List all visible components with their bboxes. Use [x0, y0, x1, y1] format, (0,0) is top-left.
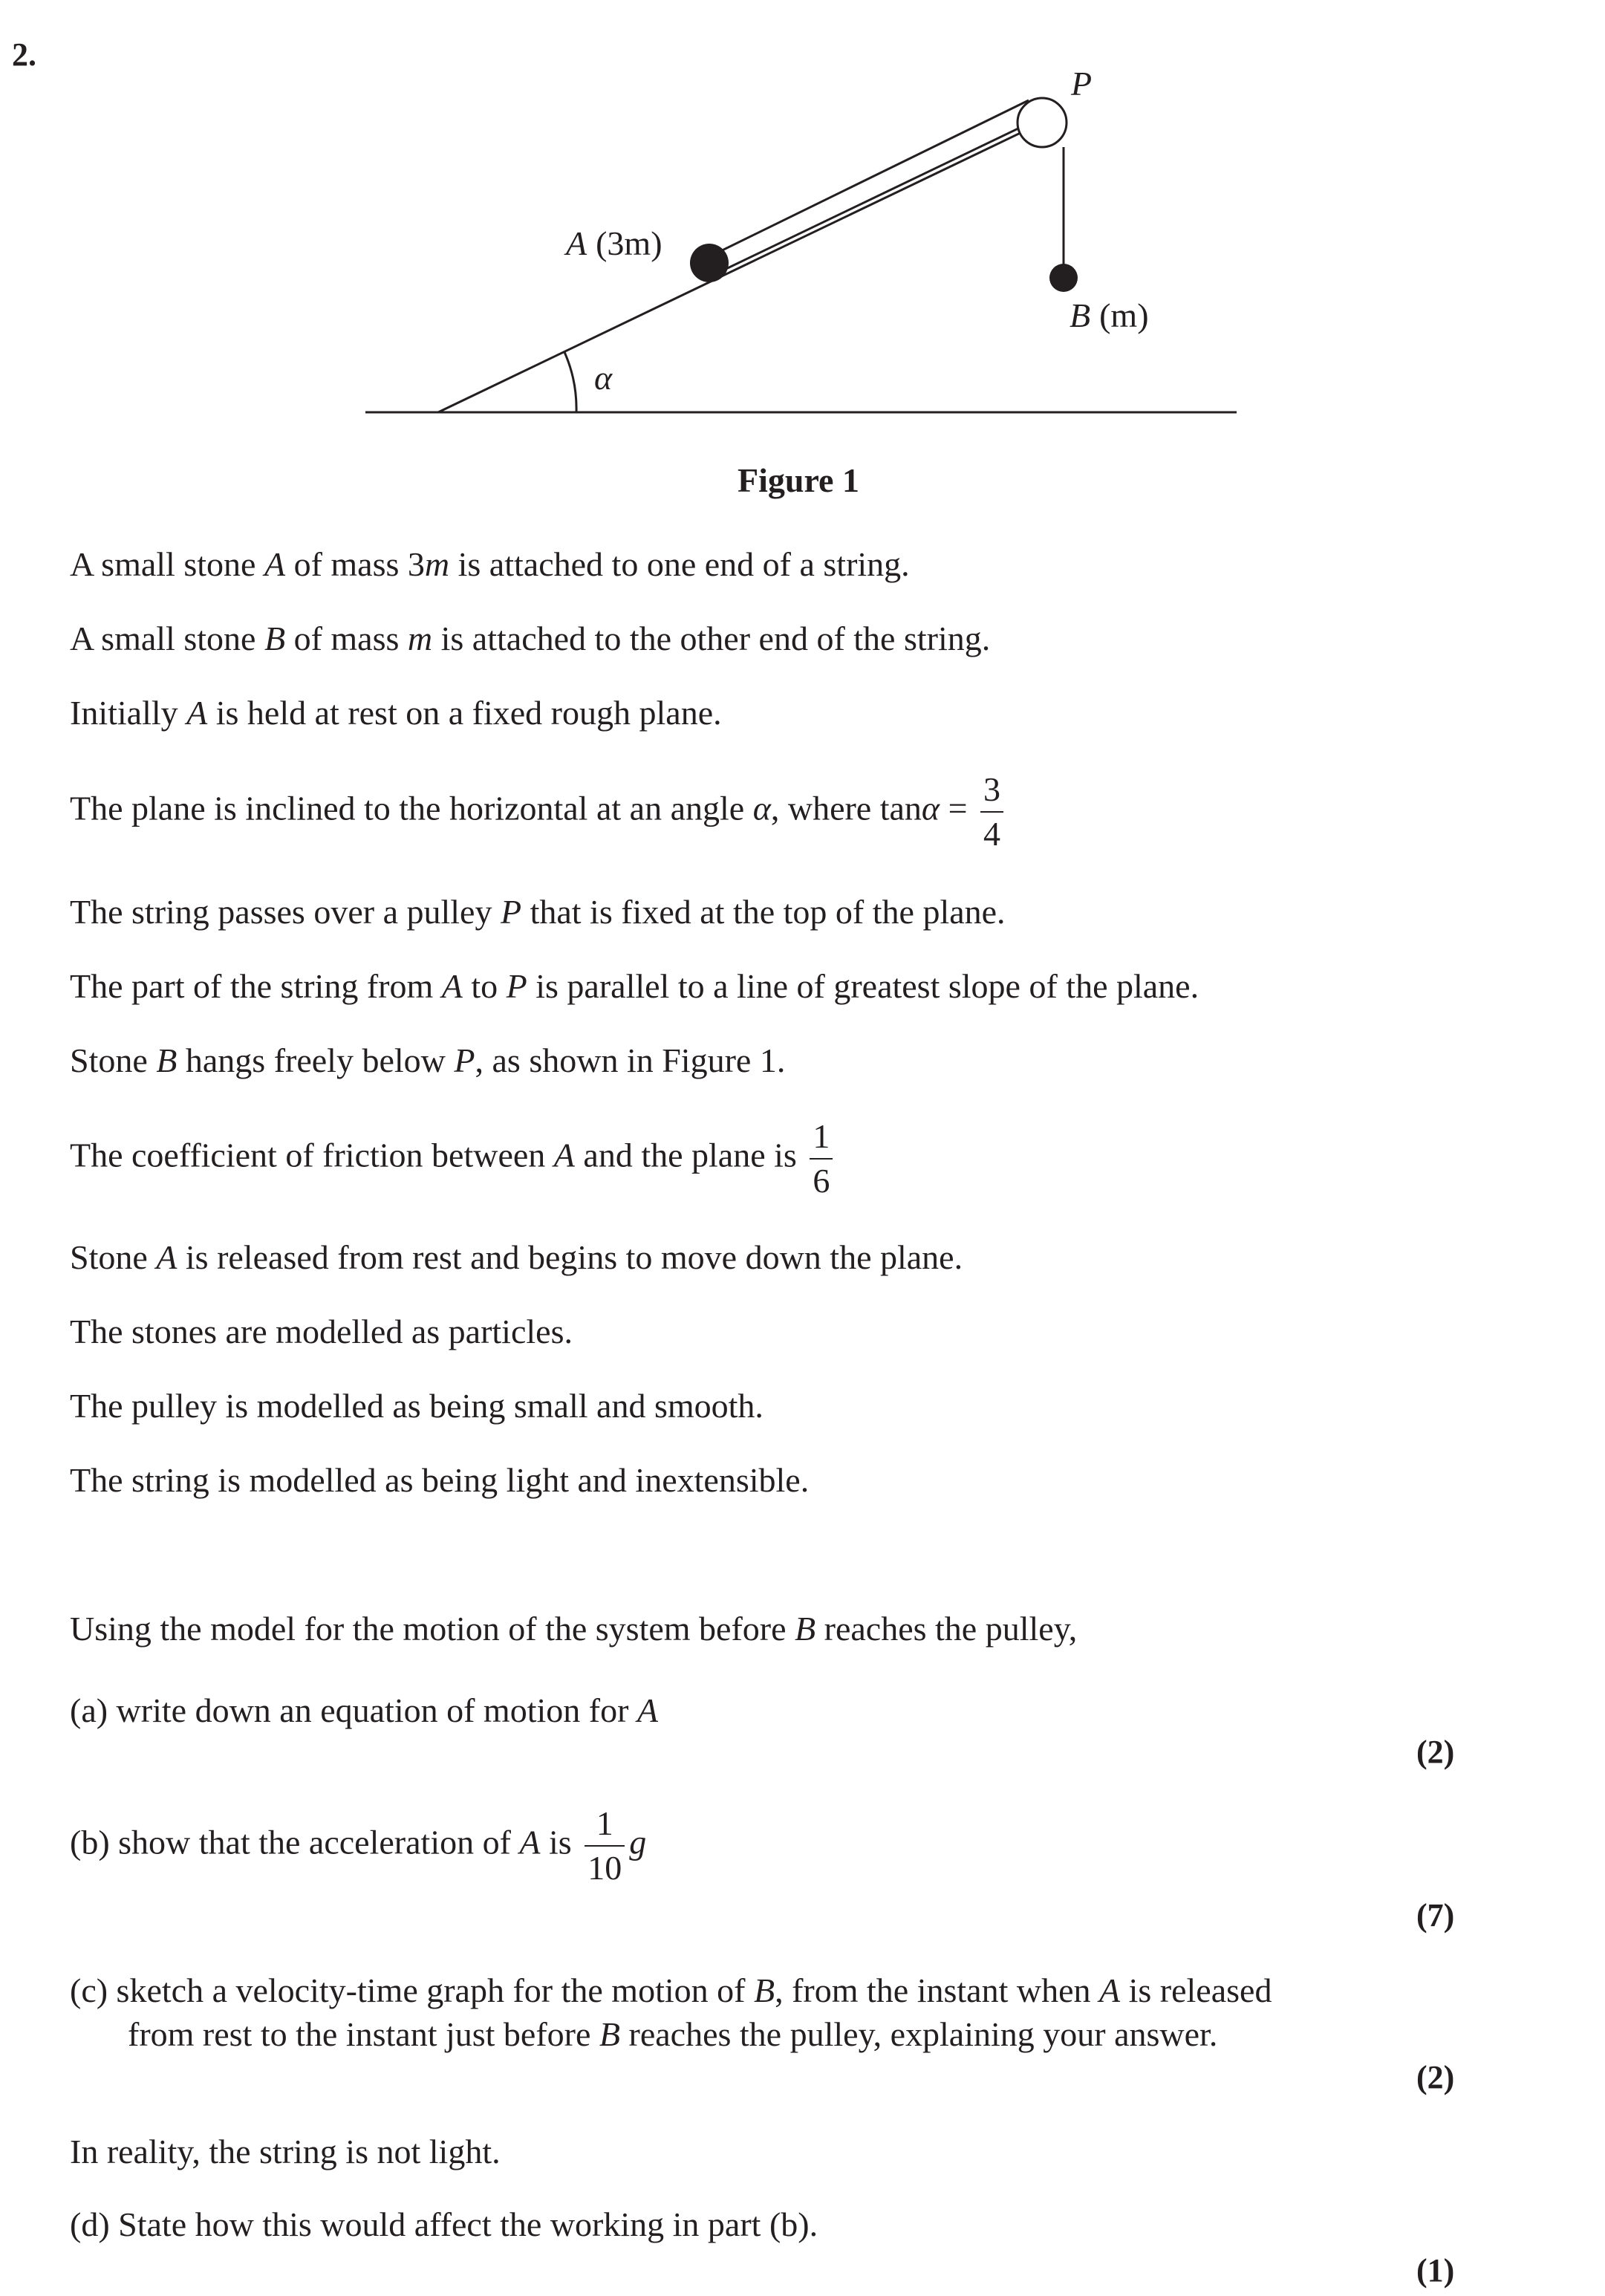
label-B: B (m) — [1070, 296, 1149, 334]
figure-caption: Figure 1 — [738, 461, 859, 499]
text-line-14: In reality, the string is not light. — [70, 2133, 501, 2170]
text-line-4: The plane is inclined to the horizontal at an angle α, where tanα = $\frac{3}{4}$ — [70, 773, 1008, 851]
part-b: (b) show that the acceleration of A is $\frac{1}{10}$ g — [70, 1804, 647, 1887]
label-alpha: α — [594, 359, 613, 397]
label-P: P — [1071, 65, 1093, 103]
string-lower — [717, 119, 1038, 273]
fraction-friction: $\frac{1}{6}$ — [810, 1119, 833, 1198]
marks-a: (2) — [1416, 1734, 1455, 1770]
marks-d: (1) — [1416, 2252, 1455, 2289]
text-line-8: The coefficient of friction between A and the plane is $\frac{1}{6}$ — [70, 1119, 837, 1198]
marks-c: (2) — [1416, 2059, 1455, 2095]
string-upper — [710, 100, 1029, 256]
text-line-3: Initially A is held at rest on a fixed rough plane. — [70, 694, 722, 732]
text-line-13: Using the model for the motion of the system before B reaches the pulley, — [70, 1610, 1078, 1648]
text-line-2: A small stone B of mass m is attached to the other end of the string. — [70, 619, 991, 657]
stone-A — [690, 244, 729, 282]
angle-arc — [564, 352, 576, 412]
stone-B — [1049, 264, 1078, 292]
text-line-11: The pulley is modelled as being small and smooth. — [70, 1387, 764, 1425]
text-line-6: The part of the string from A to P is parallel to a line of greatest slope of the plane. — [70, 967, 1199, 1005]
text-line-12: The string is modelled as being light and inextensible. — [70, 1461, 810, 1499]
part-a: (a) write down an equation of motion for A — [70, 1691, 659, 1729]
text-line-5: The string passes over a pulley P that is fixed at the top of the plane. — [70, 893, 1006, 931]
marks-b: (7) — [1416, 1897, 1455, 1934]
part-c-line-1: (c) sketch a velocity-time graph for the motion of B, from the instant when A is released — [70, 1971, 1272, 2009]
inclined-plane — [438, 123, 1042, 412]
part-c-line-2: from rest to the instant just before B reaches the pulley, explaining your answer. — [128, 2015, 1218, 2053]
pulley-P — [1018, 98, 1067, 147]
text-line-7: Stone B hangs freely below P, as shown in Figure 1. — [70, 1041, 786, 1079]
figure-1-diagram — [0, 0, 1605, 475]
part-d: (d) State how this would affect the working in part (b). — [70, 2205, 818, 2243]
text-line-10: The stones are modelled as particles. — [70, 1313, 573, 1350]
question-number: 2. — [12, 36, 36, 73]
text-line-9: Stone A is released from rest and begins to move down the plane. — [70, 1238, 963, 1276]
fraction-acceleration: $\frac{1}{10}$ — [585, 1806, 625, 1885]
text-line-1: A small stone A of mass 3m is attached to one end of a string. — [70, 545, 910, 583]
fraction-tan-alpha: $\frac{3}{4}$ — [980, 773, 1003, 851]
label-A: A (3m) — [566, 224, 662, 262]
